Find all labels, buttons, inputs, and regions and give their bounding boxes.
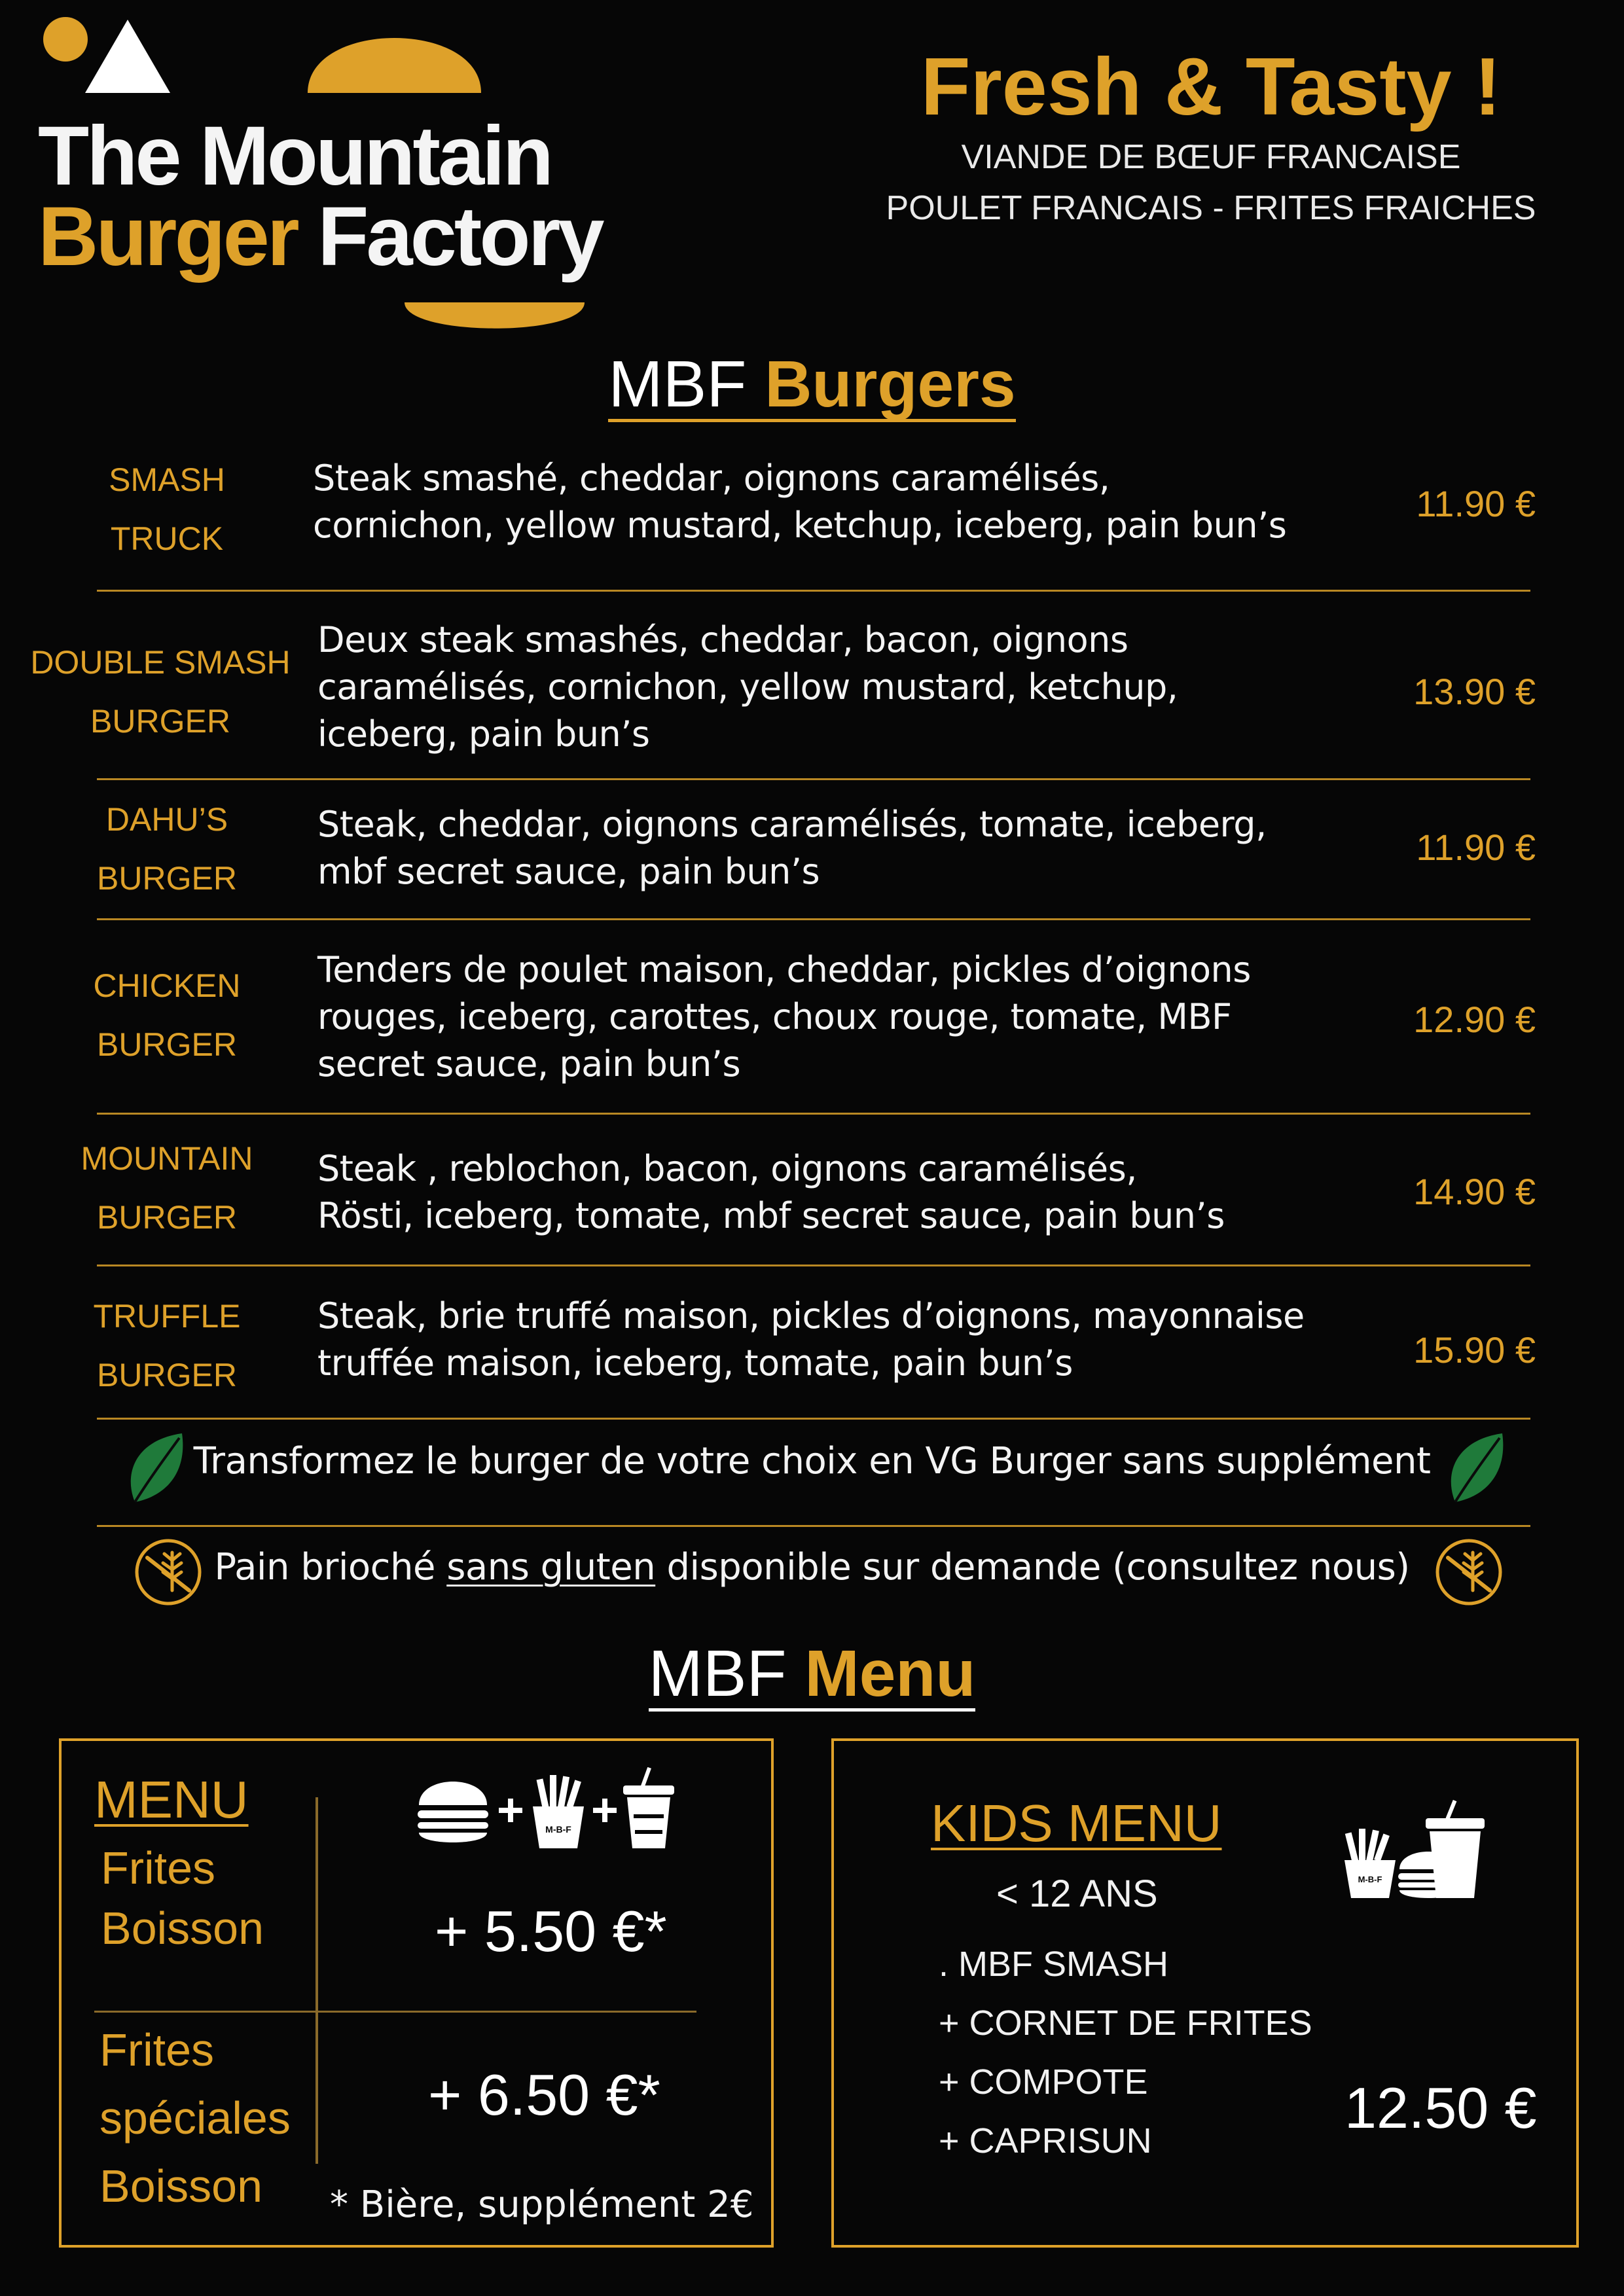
burger-desc-chicken	[317, 946, 1378, 1088]
burger-name-mountain	[65, 1129, 268, 1247]
burger-name-line2: BURGER	[97, 1026, 237, 1063]
burger-desc-smash-truck	[313, 455, 1373, 549]
kids-item: . MBF SMASH	[939, 1945, 1169, 1984]
desc-line: iceberg, pain bun’s	[317, 713, 650, 755]
kids-item: + COMPOTE	[939, 2062, 1148, 2102]
burger-price-mountain: 14.90 €	[1413, 1171, 1536, 1212]
menu-option2-items	[99, 2016, 291, 2220]
row-divider	[97, 1265, 1530, 1266]
gluten-free-note	[0, 1546, 1624, 1588]
burger-desc-dahus	[317, 801, 1378, 895]
kids-menu-price: 12.50 €	[1344, 2075, 1537, 2140]
burger-name-line2: BURGER	[97, 860, 237, 897]
row-divider	[97, 590, 1530, 592]
option-line: Frites	[101, 1842, 215, 1893]
burger-price-chicken: 12.90 €	[1413, 999, 1536, 1040]
burger-name-line1: DOUBLE SMASH	[30, 644, 291, 681]
kids-item: + CORNET DE FRITES	[939, 2003, 1312, 2043]
logo-bottom-bun	[405, 302, 585, 329]
brand-logo	[0, 0, 655, 340]
menu-box-horizontal-divider	[94, 2011, 696, 2013]
menu-option1-price: + 5.50 €*	[435, 1899, 667, 1964]
burger-name-line1: DAHU’S	[105, 801, 228, 838]
row-divider	[97, 1525, 1530, 1527]
burger-price-smash-truck: 11.90 €	[1416, 483, 1536, 524]
desc-line: Deux steak smashés, cheddar, bacon, oignons	[317, 619, 1128, 660]
menu-combo-box	[59, 1738, 774, 2248]
desc-line: Steak smashé, cheddar, oignons caramélisés,	[313, 457, 1110, 499]
burger-name-line2: BURGER	[97, 1357, 237, 1393]
desc-line: mbf secret sauce, pain bun’s	[317, 851, 820, 892]
kids-fries-box-label: M-B-F	[1358, 1874, 1382, 1884]
menu-box-vertical-divider	[316, 1797, 318, 2164]
menu-section-title	[0, 1636, 1624, 1712]
logo-text-line1: The Mountain	[38, 109, 551, 203]
burger-name-line1: CHICKEN	[93, 967, 241, 1004]
logo-sun-dot	[43, 17, 88, 62]
desc-line: Steak , reblochon, bacon, oignons caramélisés,	[317, 1148, 1137, 1189]
kids-menu-box	[831, 1738, 1579, 2248]
desc-line: Tenders de poulet maison, cheddar, pickles d’oignons	[317, 949, 1251, 990]
burger-name-line1: TRUFFLE	[93, 1298, 241, 1335]
gluten-note-after: disponible sur demande (consultez nous)	[655, 1546, 1410, 1588]
burgers-title-prefix: MBF	[608, 348, 765, 421]
logo-word-factory: Factory	[317, 190, 602, 283]
burgers-title-word: Burgers	[765, 348, 1016, 421]
gluten-note-underlined: sans gluten	[446, 1546, 656, 1588]
gluten-note-before: Pain brioché	[214, 1546, 447, 1588]
burger-name-double-smash	[20, 633, 301, 751]
desc-line: rouges, iceberg, carottes, choux rouge, tomate, MBF	[317, 996, 1232, 1037]
desc-line: cornichon, yellow mustard, ketchup, iceberg, pain bun’s	[313, 505, 1287, 546]
option-line: spéciales	[99, 2092, 291, 2144]
fries-box-label: M-B-F	[545, 1824, 571, 1835]
burger-name-dahus	[65, 790, 268, 908]
burger-name-smash-truck	[65, 450, 268, 568]
burger-price-truffle: 15.90 €	[1413, 1329, 1536, 1371]
row-divider	[97, 1418, 1530, 1420]
row-divider	[97, 1113, 1530, 1115]
burger-name-line2: BURGER	[90, 703, 230, 740]
gluten-free-icon	[1435, 1538, 1503, 1606]
desc-line: caramélisés, cornichon, yellow mustard, ketchup,	[317, 666, 1178, 708]
burgers-section-title	[0, 347, 1624, 422]
row-divider	[97, 918, 1530, 920]
menu-option1-items	[101, 1838, 264, 1958]
tagline-sub-chicken-fries: POULET FRANCAIS - FRITES FRAICHES	[886, 189, 1536, 227]
burger-price-double-smash: 13.90 €	[1413, 671, 1536, 712]
burger-desc-mountain	[317, 1145, 1378, 1240]
option-line: Boisson	[99, 2161, 263, 2212]
burger-name-line1: MOUNTAIN	[81, 1140, 253, 1177]
burger-name-line2: BURGER	[97, 1199, 237, 1236]
menu-title-prefix: MBF	[648, 1637, 805, 1710]
logo-word-burger: Burger	[38, 190, 297, 283]
desc-line: secret sauce, pain bun’s	[317, 1043, 741, 1085]
tagline-sub-beef: VIANDE DE BŒUF FRANCAISE	[961, 138, 1461, 176]
option-line: Frites	[99, 2024, 214, 2075]
kids-age-limit: < 12 ANS	[996, 1873, 1158, 1915]
burger-name-chicken	[65, 956, 268, 1074]
desc-line: Steak, brie truffé maison, pickles d’oignons, mayonnaise	[317, 1295, 1305, 1336]
menu-label: MENU	[94, 1770, 249, 1829]
desc-line: Rösti, iceberg, tomate, mbf secret sauce, pain bun’s	[317, 1195, 1225, 1236]
burger-fries-drink-icon	[415, 1767, 677, 1852]
burger-name-line1: SMASH	[109, 461, 225, 498]
burger-desc-truffle	[317, 1293, 1378, 1387]
kids-menu-items	[939, 1935, 1312, 2170]
logo-mountain-triangle	[85, 20, 170, 93]
burger-price-dahus: 11.90 €	[1416, 827, 1536, 868]
logo-text-line2	[38, 190, 602, 283]
kids-meal-icon	[1344, 1800, 1495, 1905]
row-divider	[97, 778, 1530, 780]
beer-supplement-footnote: * Bière, supplément 2€	[330, 2183, 754, 2226]
burger-name-line2: TRUCK	[110, 520, 224, 557]
desc-line: Steak, cheddar, oignons caramélisés, tomate, iceberg,	[317, 804, 1267, 845]
kids-item: + CAPRISUN	[939, 2121, 1152, 2161]
menu-title-word: Menu	[804, 1637, 976, 1710]
leaf-icon	[1443, 1430, 1509, 1505]
burger-desc-double-smash	[317, 617, 1378, 758]
menu-option2-price: + 6.50 €*	[428, 2062, 660, 2127]
vg-burger-note: Transformez le burger de votre choix en VG Burger sans supplément	[193, 1440, 1431, 1482]
kids-menu-label: KIDS MENU	[931, 1794, 1222, 1852]
desc-line: truffée maison, iceberg, tomate, pain bun’s	[317, 1342, 1073, 1384]
burger-name-truffle	[65, 1287, 268, 1405]
option-line: Boisson	[101, 1903, 264, 1954]
tagline: Fresh & Tasty !	[920, 42, 1502, 132]
logo-top-bun	[308, 38, 481, 93]
